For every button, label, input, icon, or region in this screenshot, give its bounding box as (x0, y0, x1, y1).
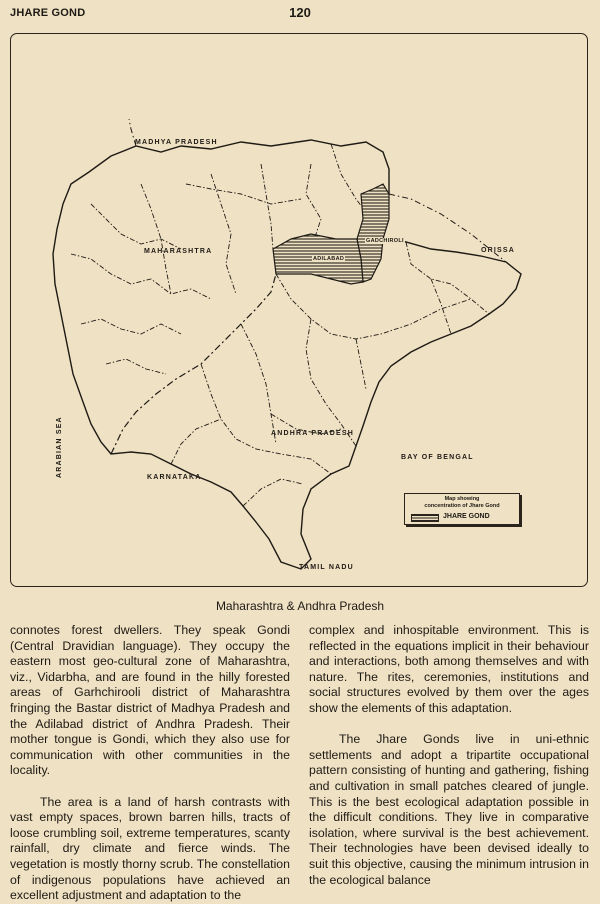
text-column-left (10, 623, 290, 904)
label-orissa: ORISSA (481, 247, 516, 254)
label-madhya-pradesh: MADHYA PRADESH (135, 139, 218, 146)
label-andhra-pradesh: ANDHRA PRADESH (271, 430, 355, 437)
label-maharashtra: MAHARASHTRA (144, 248, 213, 255)
page-number: 120 (289, 5, 311, 20)
label-bay-of-bengal: BAY OF BENGAL (401, 454, 474, 461)
map-figure (10, 33, 588, 587)
paragraph: complex and inhospitable environment. This is reflected in the equations implicit in their behaviour and interactions, both among themselves and with nature. The rites, ceremonies, institutions and social structures evolved by them over the ages show the elements of this adaptation. (309, 623, 589, 715)
label-tamil-nadu: TAMIL NADU (299, 564, 354, 571)
label-adilabad: ADILABAD (313, 256, 345, 262)
legend-hatch-swatch (411, 514, 439, 522)
map-caption: Maharashtra & Andhra Pradesh (215, 599, 385, 613)
legend-title (405, 496, 519, 509)
paragraph: The area is a land of harsh contrasts with vast empty spaces, brown barren hills, tracts of loose crumbling soil, extreme temperatures, scanty rainfall, dry climate and fierce winds. The vegetation is mostly thorny scrub. The constellation of indigenous populations have achieved an excellent adjustment and adaptation to the (10, 794, 290, 903)
legend-title-line2: concentration of Jhare Gond (424, 502, 500, 509)
label-karnataka: KARNATAKA (147, 474, 202, 481)
label-arabian-sea: ARABIAN SEA (56, 416, 63, 478)
legend-item-label: JHARE GOND (443, 513, 490, 520)
map-legend (404, 493, 520, 525)
paragraph: The Jhare Gonds live in uni-ethnic settlements and adopt a tripartite occupational pattern consisting of hunting and gathering, fishing and cultivation in small patches cleared of jungle. This is the best ecological adaptation possible in the difficult conditions. They live in comparative isolation, where survival is the best achievement. Their technologies have been devised ideally to suit this objective, causing the minimum intrusion in the ecological balance (309, 732, 589, 887)
paragraph: connotes forest dwellers. They speak Gondi (Central Dravidian language). They occupy the eastern most geo-cultural zone of Maharashtra, viz., Vidarbha, and are found in the hilly forested areas of Garhchirooli district of Maharashtra fringing the Bastar district of Madhya Pradesh and the Adilabad district of Andhra Pradesh. Their mother tongue is Gondi, which they also use for communication with other communities in the locality. (10, 623, 290, 778)
legend-title-line1: Map showing (444, 496, 480, 502)
text-column-right (309, 623, 589, 888)
label-gadchiroli: GADCHIROLI (366, 238, 404, 244)
running-title: JHARE GOND (10, 7, 86, 19)
